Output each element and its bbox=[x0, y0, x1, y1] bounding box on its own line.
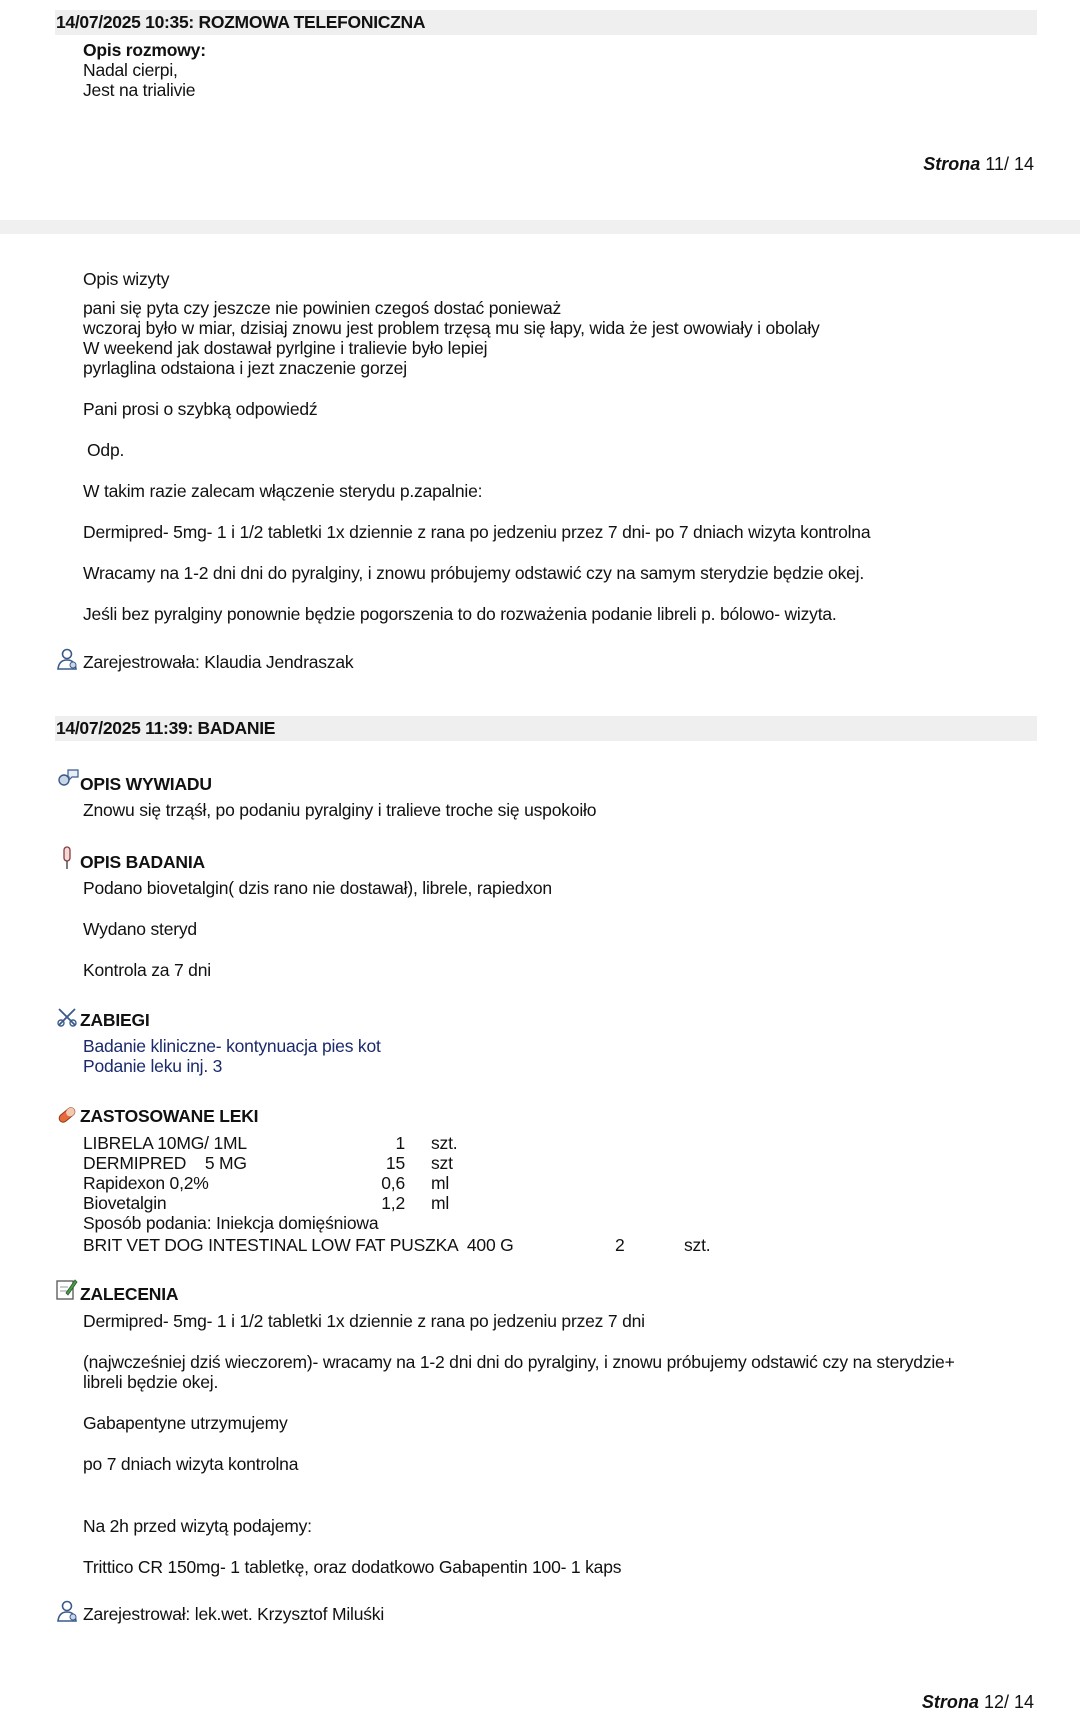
visit-title: Opis wizyty bbox=[83, 269, 170, 289]
drug-qty: 1,2 bbox=[381, 1193, 405, 1213]
drug-name: Biovetalgin bbox=[83, 1193, 167, 1213]
visit-answer-label: Odp. bbox=[87, 440, 125, 460]
procedure-item: Badanie kliniczne- kontynuacja pies kot bbox=[83, 1036, 381, 1056]
visit-line: wczoraj było w miar, dzisiaj znowu jest problem trzęsą mu się łapy, wida że jest owowiały i obolały bbox=[83, 318, 820, 338]
recommendation: libreli będzie okej. bbox=[83, 1372, 219, 1392]
user-icon bbox=[56, 1600, 78, 1622]
page-break bbox=[0, 220, 1080, 234]
drug-unit: szt bbox=[431, 1153, 453, 1173]
drug-unit: szt. bbox=[431, 1133, 458, 1153]
drugs-title: ZASTOSOWANE LEKI bbox=[80, 1106, 259, 1126]
visit-answer-intro: W takim razie zalecam włączenie sterydu p.zapalnie: bbox=[83, 481, 483, 501]
procedures-icon bbox=[56, 1006, 78, 1028]
call-line: Jest na trialivie bbox=[83, 80, 196, 100]
exam-title: OPIS BADANIA bbox=[80, 852, 205, 872]
visit-registered: Zarejestrowała: Klaudia Jendraszak bbox=[83, 652, 354, 672]
recommendation: Dermipred- 5mg- 1 i 1/2 tabletki 1x dziennie z rana po jedzeniu przez 7 dni bbox=[83, 1311, 645, 1331]
recommendation: Na 2h przed wizytą podajemy: bbox=[83, 1516, 312, 1536]
page-number-11 bbox=[923, 154, 1034, 175]
drug-name: DERMIPRED 5 MG bbox=[83, 1153, 247, 1173]
recommendation: Trittico CR 150mg- 1 tabletkę, oraz dodatkowo Gabapentin 100- 1 kaps bbox=[83, 1557, 622, 1577]
call-header: 14/07/2025 10:35: ROZMOWA TELEFONICZNA bbox=[56, 12, 426, 32]
visit-request: Pani prosi o szybką odpowiedź bbox=[83, 399, 318, 419]
visit-para: Wracamy na 1-2 dni dni do pyralginy, i znowu próbujemy odstawić czy na samym sterydzie będzie okej. bbox=[83, 563, 865, 583]
procedure-item: Podanie leku inj. 3 bbox=[83, 1056, 223, 1076]
exam-line: Podano biovetalgin( dzis rano nie dostawał), librele, rapiedxon bbox=[83, 878, 552, 898]
interview-text: Znowu się trząśł, po podaniu pyralginy i tralieve troche się uspokoiło bbox=[83, 800, 597, 820]
page-number-value: 11/ 14 bbox=[985, 154, 1034, 174]
page-number-12 bbox=[922, 1692, 1034, 1713]
interview-title: OPIS WYWIADU bbox=[80, 774, 212, 794]
call-desc-title: Opis rozmowy: bbox=[83, 40, 206, 60]
user-icon bbox=[56, 648, 78, 670]
recommendation: po 7 dniach wizyta kontrolna bbox=[83, 1454, 299, 1474]
exam-line: Wydano steryd bbox=[83, 919, 197, 939]
drug-qty: 1 bbox=[395, 1133, 405, 1153]
exam-icon bbox=[56, 846, 78, 870]
drug-name: LIBRELA 10MG/ 1ML bbox=[83, 1133, 247, 1153]
exam-registered: Zarejestrował: lek.wet. Krzysztof Miluśki bbox=[83, 1604, 385, 1624]
visit-line: W weekend jak dostawał pyrlgine i tralievie było lepiej bbox=[83, 338, 488, 358]
pill-icon bbox=[56, 1104, 78, 1126]
recommendation: Gabapentyne utrzymujemy bbox=[83, 1413, 288, 1433]
recommendation: (najwcześniej dziś wieczorem)- wracamy na 1-2 dni dni do pyralginy, i znowu próbujemy odstawić czy na sterydzie+ bbox=[83, 1352, 955, 1372]
food-unit: szt. bbox=[684, 1235, 711, 1255]
drug-name: Rapidexon 0,2% bbox=[83, 1173, 209, 1193]
drug-unit: ml bbox=[431, 1173, 450, 1193]
procedures-title: ZABIEGI bbox=[80, 1010, 150, 1030]
food-name: BRIT VET DOG INTESTINAL LOW FAT PUSZKA 400 G bbox=[83, 1235, 514, 1255]
exam-line: Kontrola za 7 dni bbox=[83, 960, 211, 980]
drug-route: Sposób podania: Iniekcja domięśniowa bbox=[83, 1213, 379, 1233]
drug-qty: 0,6 bbox=[381, 1173, 405, 1193]
visit-line: pyrlaglina odstaiona i jezt znaczenie gorzej bbox=[83, 358, 407, 378]
recommendations-title: ZALECENIA bbox=[80, 1284, 179, 1304]
interview-icon bbox=[56, 768, 80, 790]
visit-line: pani się pyta czy jeszcze nie powinien czegoś dostać ponieważ bbox=[83, 298, 562, 318]
visit-para: Dermipred- 5mg- 1 i 1/2 tabletki 1x dziennie z rana po jedzeniu przez 7 dni- po 7 dniach wizyta kontrolna bbox=[83, 522, 871, 542]
edit-icon bbox=[56, 1278, 78, 1300]
page-label: Strona bbox=[921, 1692, 979, 1712]
drug-unit: ml bbox=[431, 1193, 450, 1213]
page-label: Strona bbox=[923, 154, 981, 174]
exam-header: 14/07/2025 11:39: BADANIE bbox=[56, 718, 276, 738]
visit-para: Jeśli bez pyralginy ponownie będzie pogorszenia to do rozważenia podanie libreli p. bólowo- wizyta. bbox=[83, 604, 837, 624]
call-line: Nadal cierpi, bbox=[83, 60, 178, 80]
drug-qty: 15 bbox=[385, 1153, 405, 1173]
food-qty: 2 bbox=[615, 1235, 625, 1255]
page-number-value: 12/ 14 bbox=[983, 1692, 1034, 1712]
